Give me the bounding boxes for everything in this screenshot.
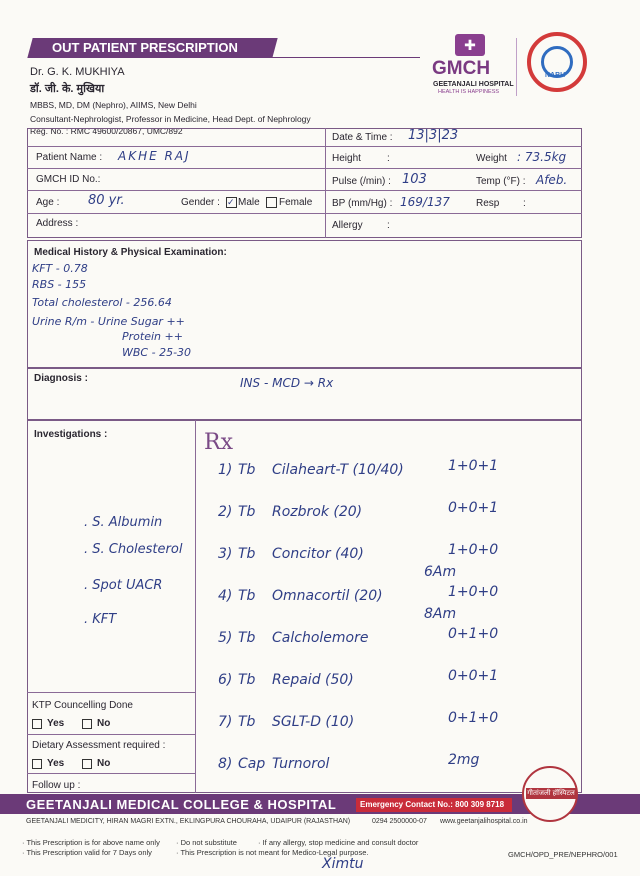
- rx-item-name: Cilaheart-T (10/40): [272, 462, 404, 478]
- hospital-stamp-icon: [522, 766, 578, 822]
- male-checkbox[interactable]: ✓: [226, 197, 237, 208]
- emergency-contact: Emergency Contact No.: 800 309 8718: [360, 800, 505, 809]
- nabh-seal-icon: [527, 32, 587, 92]
- ktp-yes-label: Yes: [47, 718, 65, 729]
- rx-item-dose: 1+0+0: [448, 542, 499, 558]
- logo-text: GMCH: [432, 58, 491, 79]
- rx-item-name: Rozbrok (20): [272, 504, 363, 520]
- rx-item-form: Tb: [238, 714, 256, 730]
- history-line: Total cholesterol - 256.64: [32, 296, 172, 309]
- footer-note: · Do not substitute: [176, 838, 237, 847]
- signature: Ximtu: [322, 856, 364, 872]
- diet-label: Dietary Assessment required :: [32, 740, 166, 751]
- logo-divider: [516, 38, 517, 96]
- investigation-item: . Spot UACR: [84, 578, 163, 593]
- ktp-yes-checkbox[interactable]: [32, 719, 42, 729]
- rx-item-dose: 0+1+0: [448, 626, 499, 642]
- rx-item-number: 7): [218, 714, 233, 730]
- footer-hospital-name: GEETANJALI MEDICAL COLLEGE & HOSPITAL: [26, 797, 337, 812]
- gmch-id-label: GMCH ID No.:: [36, 174, 101, 185]
- rx-item-name: SGLT-D (10): [272, 714, 355, 730]
- page-title: OUT PATIENT PRESCRIPTION: [52, 40, 238, 55]
- rx-item-form: Tb: [238, 630, 256, 646]
- allergy-label: Allergy: [332, 220, 363, 231]
- temp-label: Temp (°F) :: [476, 176, 526, 187]
- bp-label: BP (mm/Hg) :: [332, 198, 393, 209]
- diet-yes-label: Yes: [47, 758, 65, 769]
- investigations-label: Investigations :: [34, 429, 108, 440]
- rx-item-note: 6Am: [424, 564, 457, 580]
- temp-value: Afeb.: [536, 173, 568, 187]
- diagnosis-value: INS - MCD → Rx: [240, 376, 334, 390]
- rx-item-dose: 0+0+1: [448, 668, 499, 684]
- age-value: 80 yr.: [88, 193, 125, 208]
- rx-item-dose: 1+0+0: [448, 584, 499, 600]
- rx-item-number: 8): [218, 756, 233, 772]
- rx-item-name: Repaid (50): [272, 672, 354, 688]
- male-label: Male: [238, 197, 260, 208]
- date-label: Date & Time :: [332, 132, 393, 143]
- rx-item-number: 2): [218, 504, 233, 520]
- investigation-item: . S. Albumin: [84, 515, 163, 530]
- rx-item-name: Turnorol: [272, 756, 330, 772]
- rx-item-form: Tb: [238, 672, 256, 688]
- footer-note: · If any allergy, stop medicine and consult doctor: [258, 838, 419, 847]
- rx-item-number: 6): [218, 672, 233, 688]
- pulse-label: Pulse (/min) :: [332, 176, 391, 187]
- qualifications: MBBS, MD, DM (Nephro), AIIMS, New Delhi: [30, 100, 197, 110]
- stamp-text: गीतांजली हॉस्पिटल: [527, 790, 575, 797]
- rx-item-name: Concitor (40): [272, 546, 364, 562]
- history-line: Protein ++: [122, 330, 183, 343]
- rx-item-form: Tb: [238, 462, 256, 478]
- rx-item-dose: 1+0+1: [448, 458, 499, 474]
- history-line: Urine R/m - Urine Sugar ++: [32, 315, 185, 328]
- footer-note: · This Prescription is for above name only: [22, 838, 160, 847]
- footer-web: www.geetanjalihospital.co.in: [440, 818, 528, 825]
- diet-no-label: No: [97, 758, 111, 769]
- ktp-label: KTP Councelling Done: [32, 700, 133, 711]
- footer-note: · This Prescription valid for 7 Days only: [22, 848, 152, 857]
- ktp-no-checkbox[interactable]: [82, 719, 92, 729]
- gmch-logo-icon: ✚: [455, 34, 485, 56]
- rx-item-form: Tb: [238, 546, 256, 562]
- history-line: KFT - 0.78: [32, 262, 88, 275]
- patient-name-value: AKHE RAJ: [118, 149, 191, 163]
- rx-item-form: Tb: [238, 504, 256, 520]
- bp-value: 169/137: [400, 195, 450, 209]
- weight-value: : 73.5kg: [517, 150, 567, 164]
- form-code: GMCH/OPD_PRE/NEPHRO/001: [508, 850, 618, 859]
- designation: Consultant-Nephrologist, Professor in Medicine, Head Dept. of Nephrology: [30, 114, 311, 124]
- rx-item-note: 8Am: [424, 606, 457, 622]
- footer-address: GEETANJALI MEDICITY, HIRAN MAGRI EXTN., EKLINGPURA CHOURAHA, UDAIPUR (RAJASTHAN): [26, 818, 351, 825]
- nabh-label: NABH: [545, 72, 566, 79]
- doctor-name-hindi: डॉ. जी. के. मुखिया: [30, 83, 105, 95]
- reg-no: Reg. No. : RMC 49600/20867, UMC/892: [30, 126, 183, 136]
- diet-no-checkbox[interactable]: [82, 759, 92, 769]
- height-label: Height: [332, 153, 361, 164]
- diagnosis-label: Diagnosis :: [34, 373, 88, 384]
- patient-name-label: Patient Name :: [36, 152, 103, 163]
- diet-yes-checkbox[interactable]: [32, 759, 42, 769]
- investigation-item: . S. Cholesterol: [84, 542, 183, 557]
- pulse-value: 103: [402, 172, 427, 187]
- date-value: 13|3|23: [408, 128, 459, 143]
- ktp-no-label: No: [97, 718, 111, 729]
- rx-item-name: Omnacortil (20): [272, 588, 383, 604]
- rx-item-dose: 0+0+1: [448, 500, 499, 516]
- banner-rule: [270, 57, 420, 58]
- age-label: Age :: [36, 197, 60, 208]
- rx-item-number: 5): [218, 630, 233, 646]
- rx-item-number: 4): [218, 588, 233, 604]
- logo-subtitle: GEETANJALI HOSPITAL: [433, 81, 514, 88]
- history-label: Medical History & Physical Examination:: [34, 247, 227, 258]
- history-line: WBC - 25-30: [122, 346, 192, 359]
- footer-note: · This Prescription is not meant for Medico-Legal purpose.: [176, 848, 369, 857]
- female-label: Female: [279, 197, 313, 208]
- investigation-item: . KFT: [84, 612, 117, 627]
- footer-phone: 0294 2500000-07: [372, 818, 427, 825]
- rx-item-number: 3): [218, 546, 233, 562]
- address-label: Address :: [36, 218, 79, 229]
- logo-tagline: HEALTH IS HAPPINESS: [438, 89, 500, 95]
- rx-item-dose: 0+1+0: [448, 710, 499, 726]
- rx-item-name: Calcholemore: [272, 630, 369, 646]
- rx-item-form: Cap: [238, 756, 266, 772]
- rx-item-form: Tb: [238, 588, 256, 604]
- rx-symbol: Rx: [204, 430, 233, 455]
- resp-label: Resp: [476, 198, 500, 209]
- rx-item-number: 1): [218, 462, 233, 478]
- gender-label: Gender :: [181, 197, 220, 208]
- history-line: RBS - 155: [32, 278, 87, 291]
- weight-label: Weight: [476, 153, 507, 164]
- doctor-name: Dr. G. K. MUKHIYA: [30, 66, 125, 78]
- female-checkbox[interactable]: [266, 197, 277, 208]
- followup-label: Follow up :: [32, 780, 81, 791]
- rx-item-dose: 2mg: [448, 752, 480, 768]
